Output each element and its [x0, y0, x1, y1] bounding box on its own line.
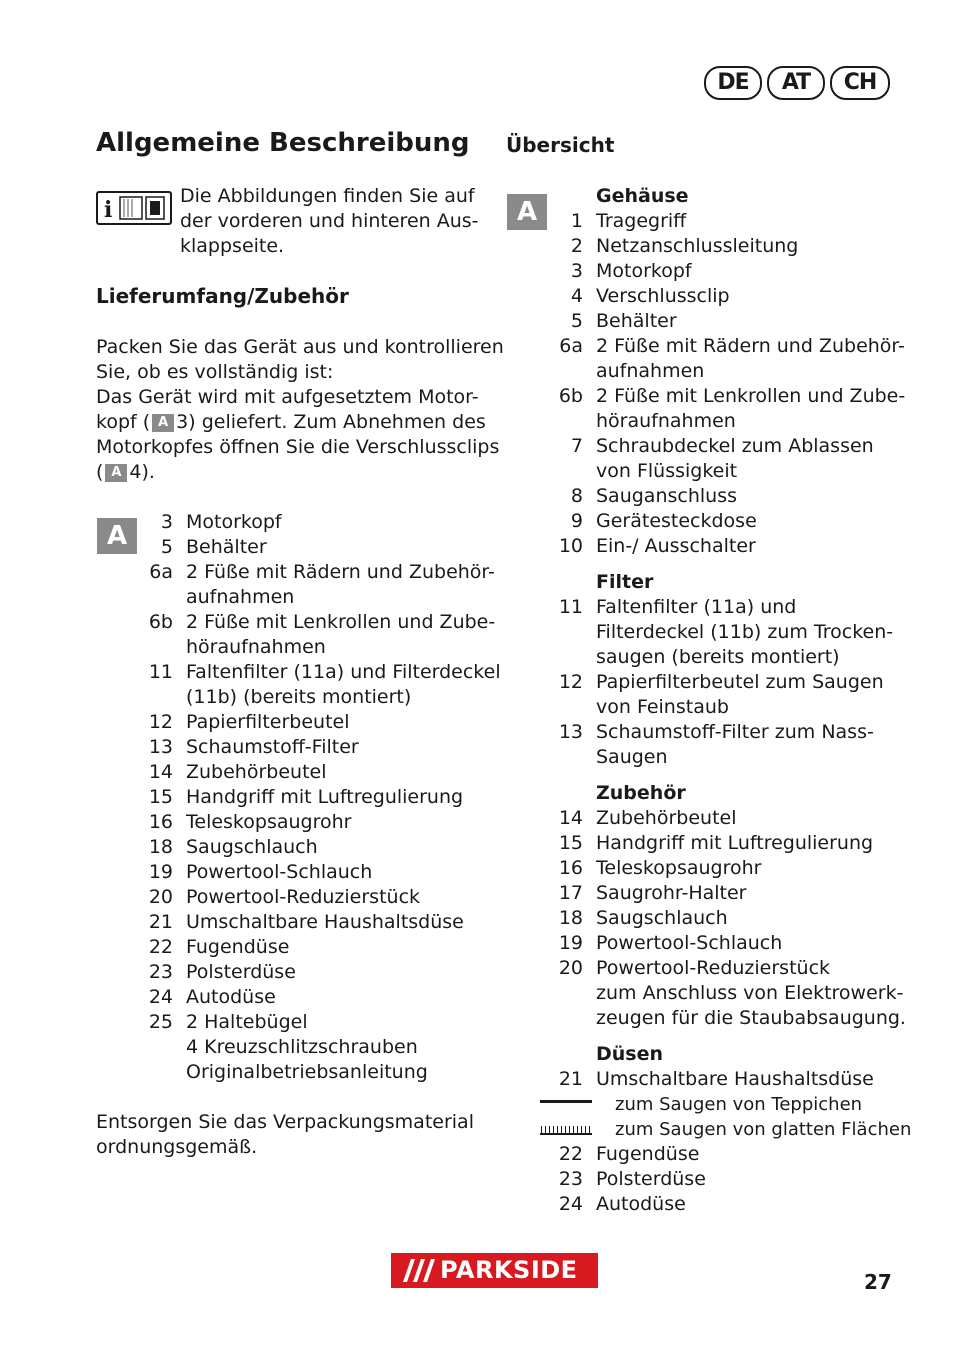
list-item — [96, 835, 496, 860]
item-number: 19 — [148, 861, 173, 883]
item-text: Verschlussclip — [596, 285, 730, 307]
item-number: 15 — [558, 832, 583, 854]
item-text: 4 Kreuzschlitzschrauben — [186, 1036, 418, 1058]
item-text: von Feinstaub — [596, 696, 729, 718]
item-text: Powertool-Reduzierstück — [596, 957, 831, 979]
logo-stripes-icon — [395, 1253, 439, 1288]
item-number: 16 — [558, 857, 583, 879]
parkside-logo — [391, 1253, 598, 1288]
item-number: 13 — [558, 721, 583, 743]
item-number: 23 — [148, 961, 173, 983]
svg-text:i: i — [104, 197, 113, 223]
item-text: Gerätesteckdose — [596, 510, 757, 532]
item-number: 1 — [570, 210, 583, 232]
list-item — [96, 1060, 496, 1085]
list-item — [498, 334, 918, 359]
item-text: Powertool-Reduzierstück — [186, 886, 421, 908]
item-text: Faltenfilter (11a) und Filterdeckel — [186, 661, 501, 683]
nozzle-mode-text: zum Saugen von Teppichen — [615, 1094, 863, 1115]
list-item — [498, 509, 918, 534]
item-text: Behälter — [186, 536, 267, 558]
list-item — [96, 635, 496, 660]
list-item — [498, 284, 918, 309]
page-title: Allgemeine Beschreibung — [96, 128, 470, 158]
list-item — [96, 760, 496, 785]
figure-badge-a: A — [507, 194, 547, 230]
list-item — [498, 434, 918, 459]
item-text: aufnahmen — [186, 586, 295, 608]
list-item — [96, 735, 496, 760]
item-number: 6b — [148, 611, 173, 633]
item-number: 14 — [148, 761, 173, 783]
item-number: 20 — [558, 957, 583, 979]
group-heading: Zubehör — [596, 782, 686, 804]
item-text: Papierfilterbeutel — [186, 711, 350, 733]
group-heading: Filter — [596, 571, 654, 593]
item-text: saugen (bereits montiert) — [596, 646, 840, 668]
item-text: Fugendüse — [596, 1143, 700, 1165]
info-line: Die Abbildungen finden Sie auf — [180, 185, 475, 207]
item-text: höraufnahmen — [186, 636, 326, 658]
list-item — [96, 1035, 496, 1060]
nozzle-mode-row — [498, 1117, 918, 1142]
item-text: Sauganschluss — [596, 485, 737, 507]
item-number: 24 — [148, 986, 173, 1008]
page-number: 27 — [864, 1270, 892, 1294]
item-number: 14 — [558, 807, 583, 829]
item-number: 19 — [558, 932, 583, 954]
item-number: 7 — [570, 435, 583, 457]
group-heading: Düsen — [596, 1043, 664, 1065]
item-text: Saugschlauch — [186, 836, 318, 858]
item-number: 5 — [570, 310, 583, 332]
nozzle-mode-row — [498, 1092, 918, 1117]
item-text: Motorkopf — [596, 260, 692, 282]
list-item — [498, 409, 918, 434]
item-text: Saugschlauch — [596, 907, 728, 929]
item-text: Powertool-Schlauch — [596, 932, 783, 954]
item-number: 25 — [148, 1011, 173, 1033]
lang-badge-de: DE — [704, 66, 762, 100]
intro-line: Das Gerät wird mit aufgesetztem Motor- — [96, 386, 479, 408]
list-item — [498, 209, 918, 234]
list-item — [96, 510, 496, 535]
item-number: 18 — [148, 836, 173, 858]
item-number: 21 — [558, 1068, 583, 1090]
item-text: Ein-/ Ausschalter — [596, 535, 756, 557]
item-text: zum Anschluss von Elektrowerk- — [596, 982, 904, 1004]
list-item — [96, 710, 496, 735]
list-item — [96, 785, 496, 810]
list-item — [498, 1192, 918, 1217]
list-item — [96, 860, 496, 885]
item-text: Motorkopf — [186, 511, 282, 533]
list-item — [498, 309, 918, 334]
list-item — [498, 1167, 918, 1192]
item-number: 10 — [558, 535, 583, 557]
item-number: 6a — [149, 561, 173, 583]
carpet-mode-icon — [538, 1095, 592, 1115]
list-item — [498, 981, 918, 1006]
item-number: 15 — [148, 786, 173, 808]
item-text: aufnahmen — [596, 360, 705, 382]
outro-line: ordnungsgemäß. — [96, 1136, 258, 1158]
list-item — [498, 1006, 918, 1031]
item-number: 12 — [148, 711, 173, 733]
item-text: Teleskopsaugrohr — [186, 811, 352, 833]
item-text: Originalbetriebsanleitung — [186, 1061, 428, 1083]
item-text: Handgriff mit Luftregulierung — [186, 786, 464, 808]
info-line: der vorderen und hinteren Aus- — [180, 210, 479, 232]
item-text: Autodüse — [186, 986, 276, 1008]
item-text: Saugrohr-Halter — [596, 882, 747, 904]
item-number: 2 — [570, 235, 583, 257]
list-item — [498, 806, 918, 831]
lang-badge-ch: CH — [830, 66, 890, 100]
list-item — [498, 459, 918, 484]
list-item — [96, 985, 496, 1010]
item-number: 17 — [558, 882, 583, 904]
delivery-list — [96, 510, 501, 1085]
list-item — [96, 1010, 496, 1035]
list-item — [498, 931, 918, 956]
overview-heading: Übersicht — [506, 133, 615, 157]
section-heading-delivery: Lieferumfang/Zubehör — [96, 284, 349, 308]
nozzle-mode-text: zum Saugen von glatten Flächen — [615, 1119, 912, 1140]
list-item — [498, 831, 918, 856]
list-item — [96, 810, 496, 835]
item-text: 2 Füße mit Lenkrollen und Zube- — [186, 611, 496, 633]
list-item — [498, 956, 918, 981]
info-line: klappseite. — [180, 235, 285, 257]
item-text: Zubehörbeutel — [186, 761, 327, 783]
item-text: Umschaltbare Haushaltsdüse — [596, 1068, 874, 1090]
item-text: Powertool-Schlauch — [186, 861, 373, 883]
item-number: 8 — [570, 485, 583, 507]
outro-line: Entsorgen Sie das Verpackungsmaterial — [96, 1111, 474, 1133]
list-item — [96, 685, 496, 710]
list-item — [96, 560, 496, 585]
list-item — [498, 670, 918, 695]
item-number: 20 — [148, 886, 173, 908]
item-text: Schaumstoff-Filter zum Nass- — [596, 721, 874, 743]
list-item — [498, 359, 918, 384]
item-text: Zubehörbeutel — [596, 807, 737, 829]
item-number: 11 — [148, 661, 173, 683]
item-number: 3 — [570, 260, 583, 282]
item-text: 2 Füße mit Rädern und Zubehör- — [596, 335, 905, 357]
intro-line: kopf ( A 3) geliefert. Zum Abnehmen des — [96, 411, 486, 433]
item-number: 12 — [558, 671, 583, 693]
list-item — [498, 906, 918, 931]
item-text: 2 Füße mit Lenkrollen und Zube- — [596, 385, 906, 407]
list-item — [498, 881, 918, 906]
item-text: Netzanschlussleitung — [596, 235, 799, 257]
figure-ref-badge: A — [105, 464, 127, 482]
intro-line: Sie, ob es vollständig ist: — [96, 361, 334, 383]
item-text: von Flüssigkeit — [596, 460, 738, 482]
list-item — [498, 259, 918, 284]
list-item — [96, 885, 496, 910]
item-number: 3 — [160, 511, 173, 533]
item-number: 24 — [558, 1193, 583, 1215]
item-number: 23 — [558, 1168, 583, 1190]
item-number: 16 — [148, 811, 173, 833]
list-item — [498, 645, 918, 670]
list-item — [96, 610, 496, 635]
list-item — [96, 660, 501, 685]
lang-badge-at: AT — [767, 66, 825, 100]
item-text: Filterdeckel (11b) zum Trocken- — [596, 621, 894, 643]
item-text: Fugendüse — [186, 936, 290, 958]
item-number: 18 — [558, 907, 583, 929]
item-text: Saugen — [596, 746, 668, 768]
item-text: Tragegriff — [596, 210, 687, 232]
list-item — [96, 910, 496, 935]
group-heading: Gehäuse — [596, 185, 689, 207]
item-text: Polsterdüse — [596, 1168, 706, 1190]
info-icon — [96, 191, 172, 225]
item-number: 6a — [559, 335, 583, 357]
list-item — [96, 935, 496, 960]
list-item — [498, 234, 918, 259]
list-item — [498, 484, 918, 509]
item-text: zeugen für die Staubabsaugung. — [596, 1007, 906, 1029]
overview-list — [498, 184, 918, 1217]
item-text: Handgriff mit Luftregulierung — [596, 832, 874, 854]
hard-floor-mode-icon — [538, 1120, 592, 1140]
item-text: Teleskopsaugrohr — [596, 857, 762, 879]
list-item — [96, 585, 496, 610]
item-number: 22 — [148, 936, 173, 958]
item-number: 4 — [570, 285, 583, 307]
item-text: Papierfilterbeutel zum Saugen — [596, 671, 884, 693]
list-item — [498, 695, 918, 720]
list-item — [96, 960, 496, 985]
item-text: (11b) (bereits montiert) — [186, 686, 412, 708]
item-number: 6b — [558, 385, 583, 407]
intro-line: ( A 4). — [96, 461, 155, 483]
list-item — [498, 620, 918, 645]
list-item — [498, 745, 918, 770]
item-text: Faltenfilter (11a) und — [596, 596, 797, 618]
item-text: Polsterdüse — [186, 961, 296, 983]
item-text: Autodüse — [596, 1193, 686, 1215]
item-text: 2 Haltebügel — [186, 1011, 308, 1033]
list-item — [96, 535, 496, 560]
item-text: höraufnahmen — [596, 410, 736, 432]
brand-name: PARKSIDE — [440, 1256, 578, 1284]
item-number: 11 — [558, 596, 583, 618]
figure-badge-a: A — [97, 518, 137, 554]
list-item — [498, 534, 918, 559]
item-text: Umschaltbare Haushaltsdüse — [186, 911, 464, 933]
item-text: Schaumstoff-Filter — [186, 736, 359, 758]
list-item — [498, 1067, 918, 1092]
intro-line: Motorkopfes öffnen Sie die Verschlussclips — [96, 436, 500, 458]
list-item — [498, 720, 918, 745]
list-item — [498, 1142, 918, 1167]
item-number: 13 — [148, 736, 173, 758]
item-text: Behälter — [596, 310, 677, 332]
item-number: 9 — [570, 510, 583, 532]
item-number: 22 — [558, 1143, 583, 1165]
list-item — [498, 856, 918, 881]
list-item — [498, 384, 918, 409]
item-text: Schraubdeckel zum Ablassen — [596, 435, 874, 457]
intro-line: Packen Sie das Gerät aus und kontrollieren — [96, 336, 504, 358]
figure-ref-badge: A — [152, 414, 174, 432]
item-text: 2 Füße mit Rädern und Zubehör- — [186, 561, 495, 583]
item-number: 5 — [160, 536, 173, 558]
list-item — [498, 595, 918, 620]
item-number: 21 — [148, 911, 173, 933]
